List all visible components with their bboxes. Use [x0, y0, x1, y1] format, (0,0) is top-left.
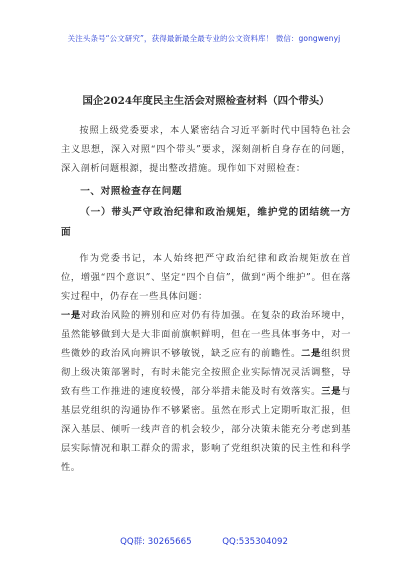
section-heading-1: 一、对照检查存在问题 [80, 186, 183, 197]
subsection-heading-1: （一）带头严守政治纪律和政治规矩，维护党的团结统一方面 [61, 207, 351, 238]
paragraph-1: 作为党委书记，本人始终把严守政治纪律和政治规矩放在首位，增强“四个意识”、坚定“四个自信”，做到“两个维护”。但在落实过程中，仍存在一些具体问题： [61, 253, 351, 302]
point-1-label: 一是 [61, 310, 82, 321]
point-3-text: 与基层党组织的沟通协作不够紧密。虽然在形式上定期听取汇报，但深入基层、倾听一线声音的机会较少，部分决策未能充分考虑到基层实际情况和职工群众的需求，影响了党组织决策的民主性和科学性。 [61, 386, 351, 473]
footer-qq-group: QQ群: 30265665 [120, 537, 192, 547]
footer-contact [0, 535, 408, 547]
footer-qq-number: QQ:535304092 [222, 537, 288, 547]
document-body [61, 92, 351, 477]
point-2-label: 二是 [301, 348, 322, 359]
document-title: 国企2024年度民主生活会对照检查材料（四个带头） [82, 95, 330, 107]
paragraph-2 [61, 306, 351, 477]
point-2-text: 组织贯彻上级决策部署时，有时未能完全按照企业实际情况灵活调整，导致有些工作推进的速度较慢，部分举措未能及时有效落实。 [61, 348, 351, 397]
point-3-label: 三是 [321, 386, 342, 397]
point-1-text: 对政治风险的辨别和应对仍有待加强。在复杂的政治环境中，虽然能够做到大是大非面前旗帜鲜明，但在一些具体事务中，对一些微妙的政治风向辨识不够敏锐，缺乏应有的前瞻性。 [61, 310, 351, 359]
intro-paragraph: 按照上级党委要求，本人紧密结合习近平新时代中国特色社会主义思想，深入对照“四个带头”要求，深刻剖析自身存在的问题，深入剖析问题根源，提出整改措施。现作如下对照检查： [61, 125, 351, 174]
header-banner: 关注头条号“公文研究”，获得最新最全最专业的公文资料库！ 微信：gongwenyj [67, 34, 341, 43]
